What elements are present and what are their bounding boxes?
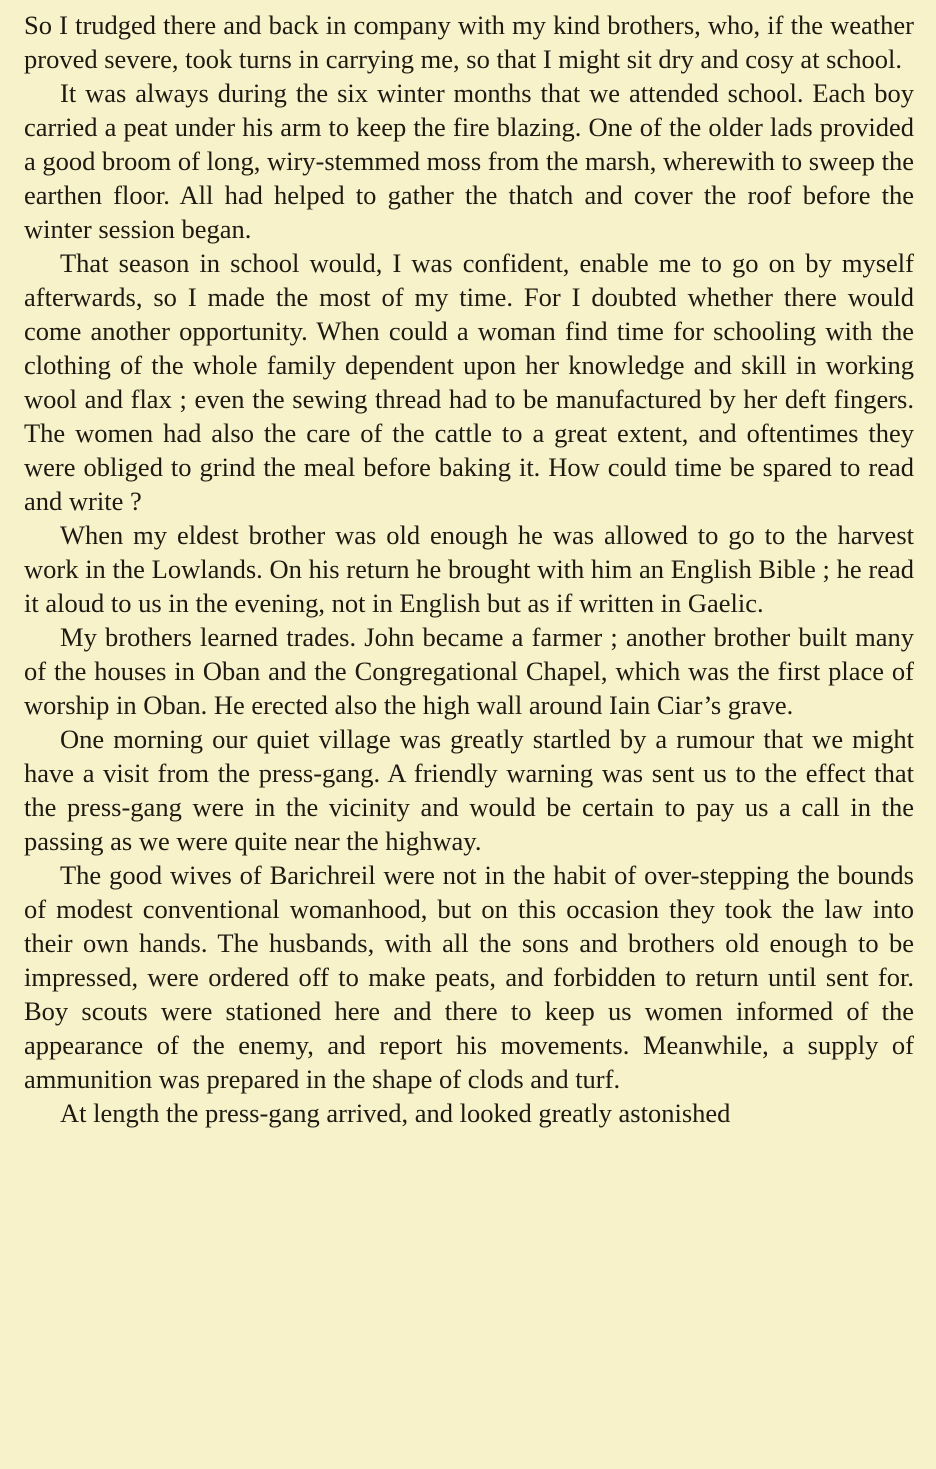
paragraph-winter-school: It was always during the six winter months that we attended school. Each boy carried a peat under his arm to keep the fire blazing. One of the older lads provided a good broom of long, wiry-stemmed moss from the marsh, wherewith to sweep the earthen floor. All had helped to gather the thatch and cover the roof before the winter session began. — [24, 78, 914, 244]
paragraph-school-season: That season in school would, I was confident, enable me to go on by myself afterwards, so I made the most of my time. For I doubted whether there would come another opportunity. When could a woman find time for schooling with the clothing of the whole family dependent upon her knowledge and skill in working wool and flax ; even the sewing thread had to be manufactured by her deft fingers. The women had also the care of the cattle to a great extent, and oftentimes they were obliged to grind the meal before baking it. How could time be spared to read and write ? — [24, 248, 914, 516]
paragraph-english-bible: When my eldest brother was old enough he was allowed to go to the harvest work in the Lowlands. On his return he brought with him an English Bible ; he read it aloud to us in the evening, not in English but as if written in Gaelic. — [24, 520, 914, 618]
paragraph-press-gang-rumour: One morning our quiet village was greatly startled by a rumour that we might have a visit from the press-gang. A friendly warning was sent us to the effect that the press-gang were in the vicinity and would be certain to pay us a call in the passing as we were quite near the highway. — [24, 724, 914, 856]
paragraph-walk-to-school: So I trudged there and back in company with my kind brothers, who, if the weather proved severe, took turns in carrying me, so that I might sit dry and cosy at school. — [24, 10, 914, 74]
paragraph-press-gang-arrival: At length the press-gang arrived, and looked greatly astonished — [60, 1098, 731, 1128]
paragraph-brothers-trades: My brothers learned trades. John became a farmer ; another brother built many of the houses in Oban and the Congregational Chapel, which was the first place of worship in Oban. He erected also the high wall around Iain Ciar’s grave. — [24, 622, 914, 720]
paragraph-good-wives: The good wives of Barichreil were not in the habit of over-stepping the bounds of modest conventional womanhood, but on this occasion they took the law into their own hands. The husbands, with all the sons and brothers old enough to be impressed, were ordered off to make peats, and forbidden to return until sent for. Boy scouts were stationed here and there to keep us women informed of the appearance of the enemy, and report his movements. Meanwhile, a supply of ammunition was prepared in the shape of clods and turf. — [24, 860, 914, 1094]
